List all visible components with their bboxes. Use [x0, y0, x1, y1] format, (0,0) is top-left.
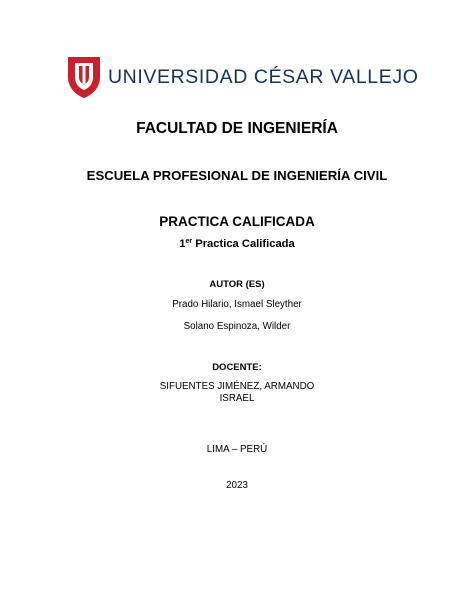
university-shield-icon [66, 55, 102, 99]
faculty-heading: FACULTAD DE INGENIERÍA [136, 120, 338, 137]
subtitle-number: 1 [179, 238, 186, 250]
author-name: Solano Espinoza, Wilder [183, 321, 291, 332]
subtitle-ordinal: er [185, 238, 193, 245]
author-name: Prado Hilario, Ismael Sleyther [172, 299, 302, 310]
year: 2023 [226, 480, 248, 491]
teacher-name: ISRAEL [219, 393, 255, 404]
document-subtitle [0, 238, 474, 250]
document-title: PRACTICA CALIFICADA [159, 214, 315, 229]
teacher-label: DOCENTE: [212, 362, 262, 373]
university-name: UNIVERSIDAD CÉSAR VALLEJO [108, 66, 419, 88]
authors-label: AUTOR (ES) [209, 279, 265, 290]
city-country: LIMA – PERÚ [206, 444, 268, 455]
university-logo [66, 55, 419, 99]
teacher-name: SIFUENTES JIMÉNEZ, ARMANDO [159, 381, 315, 392]
subtitle-text: Practica Calificada [192, 238, 295, 250]
school-heading: ESCUELA PROFESIONAL DE INGENIERÍA CIVIL [86, 168, 388, 183]
